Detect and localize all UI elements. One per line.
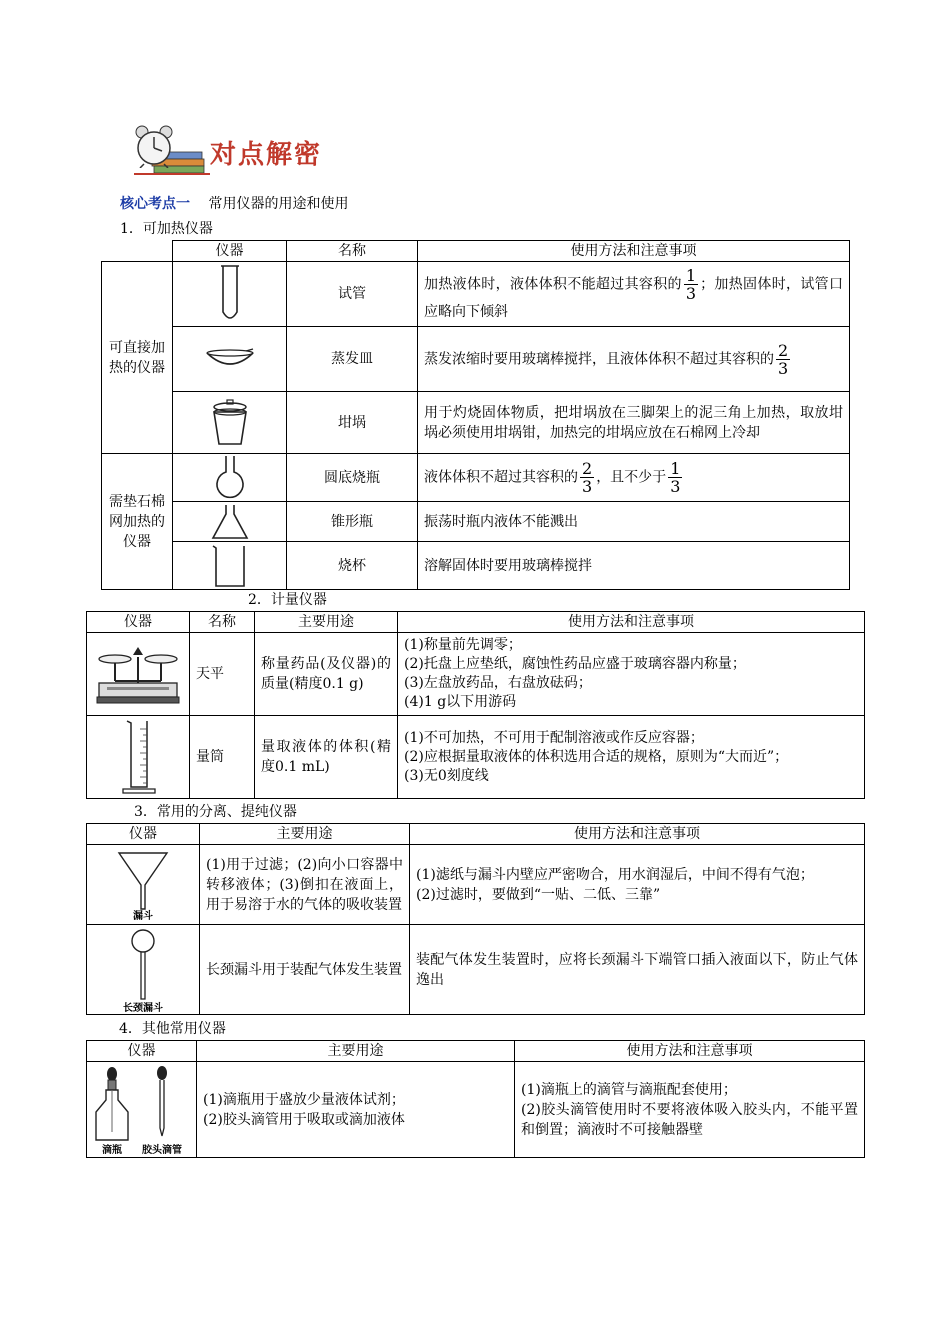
section4-heading: 4．其他常用仪器: [119, 1021, 226, 1037]
dropper-bottle-label: 滴瓶: [101, 1144, 122, 1156]
s1-note-conical-flask: 振荡时瓶内液体不能溅出: [418, 502, 850, 542]
s1-name-conical-flask: 锥形瓶: [287, 502, 418, 542]
s4-header-instrument: 仪器: [87, 1041, 197, 1062]
funnel-label: 漏斗: [133, 910, 153, 921]
s1-name-crucible: 坩埚: [287, 392, 418, 454]
s1-note-beaker: 溶解固体时要用玻璃棒搅拌: [418, 542, 850, 590]
s1-name-round-flask: 圆底烧瓶: [287, 454, 418, 502]
evaporating-dish-icon: [173, 327, 287, 392]
section1-heading: 1．可加热仪器: [120, 221, 213, 237]
s2-use-cylinder: 量取液体的体积(精度0.1 mL): [255, 716, 398, 799]
clock-icon: [134, 124, 174, 168]
s2-name-balance: 天平: [190, 633, 255, 716]
test-tube-icon: [173, 262, 287, 327]
s2-header-name: 名称: [190, 612, 255, 633]
crucible-icon: [173, 392, 287, 454]
s1-header-instrument: 仪器: [173, 241, 287, 262]
s3-header-notes: 使用方法和注意事项: [410, 824, 865, 845]
s3-use-funnel: (1)用于过滤；(2)向小口容器中转移液体；(3)倒扣在液面上，用于易溶于水的气体的吸收装置: [200, 845, 410, 925]
s1-header-name: 名称: [287, 241, 418, 262]
keypoint-tag: 核心考点一: [120, 196, 190, 212]
s1-group-direct: 可直接加热的仪器: [102, 262, 173, 454]
conical-flask-icon: [173, 502, 287, 542]
section1-table: [101, 240, 850, 590]
s2-header-use: 主要用途: [255, 612, 398, 633]
banner: [130, 122, 370, 178]
section3-heading: 3．常用的分离、提纯仪器: [134, 804, 297, 820]
long-neck-funnel-icon: [87, 925, 200, 1015]
funnel-icon: [87, 845, 200, 925]
dropper-label: 胶头滴管: [141, 1144, 182, 1156]
section4-table: [86, 1040, 865, 1158]
s2-use-balance: 称量药品(及仪器)的质量(精度0.1 g): [255, 633, 398, 716]
s3-notes-funnel: (1)滤纸与漏斗内壁应严密吻合，用水润湿后，中间不得有气泡； (2)过滤时，要做到“一贴、二低、三靠”: [410, 845, 865, 925]
s1-note-crucible: 用于灼烧固体物质，把坩埚放在三脚架上的泥三角上加热，取放坩埚必须使用坩埚钳，加热完的坩埚应放在石棉网上冷却: [418, 392, 850, 454]
s2-notes-cylinder: (1)不可加热，不可用于配制溶液或作反应容器； (2)应根据量取液体的体积选用合适的规格，原则为“大而近”； (3)无0刻度线: [398, 716, 865, 799]
dropper-bottle-icon: [87, 1062, 197, 1158]
s1-name-test-tube: 试管: [287, 262, 418, 327]
s1-header-notes: 使用方法和注意事项: [418, 241, 850, 262]
s3-header-instrument: 仪器: [87, 824, 200, 845]
s3-notes-long-funnel: 装配气体发生装置时，应将长颈漏斗下端管口插入液面以下，防止气体逸出: [410, 925, 865, 1015]
s2-header-notes: 使用方法和注意事项: [398, 612, 865, 633]
graduated-cylinder-icon: [87, 716, 190, 799]
round-flask-icon: [173, 454, 287, 502]
s3-use-long-funnel: 长颈漏斗用于装配气体发生装置: [200, 925, 410, 1015]
s4-header-use: 主要用途: [197, 1041, 515, 1062]
s2-header-instrument: 仪器: [87, 612, 190, 633]
long-neck-funnel-label: 长颈漏斗: [123, 1002, 163, 1013]
beaker-icon: [173, 542, 287, 590]
s1-note-test-tube: 加热液体时，液体体积不能超过其容积的 $\frac{1}{3}$ ；加热固体时，试管口应略向下倾斜: [418, 262, 850, 327]
s1-note-round-flask: 液体体积不超过其容积的 $\frac{2}{3}$ ，且不少于 $\frac{1}{3}$: [418, 454, 850, 502]
s1-note-evap-dish: 蒸发浓缩时要用玻璃棒搅拌，且液体体积不超过其容积的 $\frac{2}{3}$: [418, 327, 850, 392]
section3-table: [86, 823, 865, 1015]
section2-table: [86, 611, 865, 799]
section2-heading: 2．计量仪器: [248, 592, 327, 608]
s1-group-asbestos: 需垫石棉网加热的仪器: [102, 454, 173, 590]
s2-notes-balance: (1)称量前先调零； (2)托盘上应垫纸，腐蚀性药品应盛于玻璃容器内称量； (3)左盘放药品，右盘放砝码； (4)1 g以下用游码: [398, 633, 865, 716]
s1-name-beaker: 烧杯: [287, 542, 418, 590]
banner-title: 对点解密: [210, 140, 323, 170]
s2-name-cylinder: 量筒: [190, 716, 255, 799]
s4-notes: (1)滴瓶上的滴管与滴瓶配套使用； (2)胶头滴管使用时不要将液体吸入胶头内，不能平置和倒置；滴液时不可接触器壁: [515, 1062, 865, 1158]
s1-name-evap-dish: 蒸发皿: [287, 327, 418, 392]
keypoint-title: 常用仪器的用途和使用: [208, 196, 349, 212]
keypoint-heading: [120, 193, 348, 213]
s4-use: (1)滴瓶用于盛放少量液体试剂； (2)胶头滴管用于吸取或滴加液体: [197, 1062, 515, 1158]
balance-icon: [87, 633, 190, 716]
s4-header-notes: 使用方法和注意事项: [515, 1041, 865, 1062]
s3-header-use: 主要用途: [200, 824, 410, 845]
